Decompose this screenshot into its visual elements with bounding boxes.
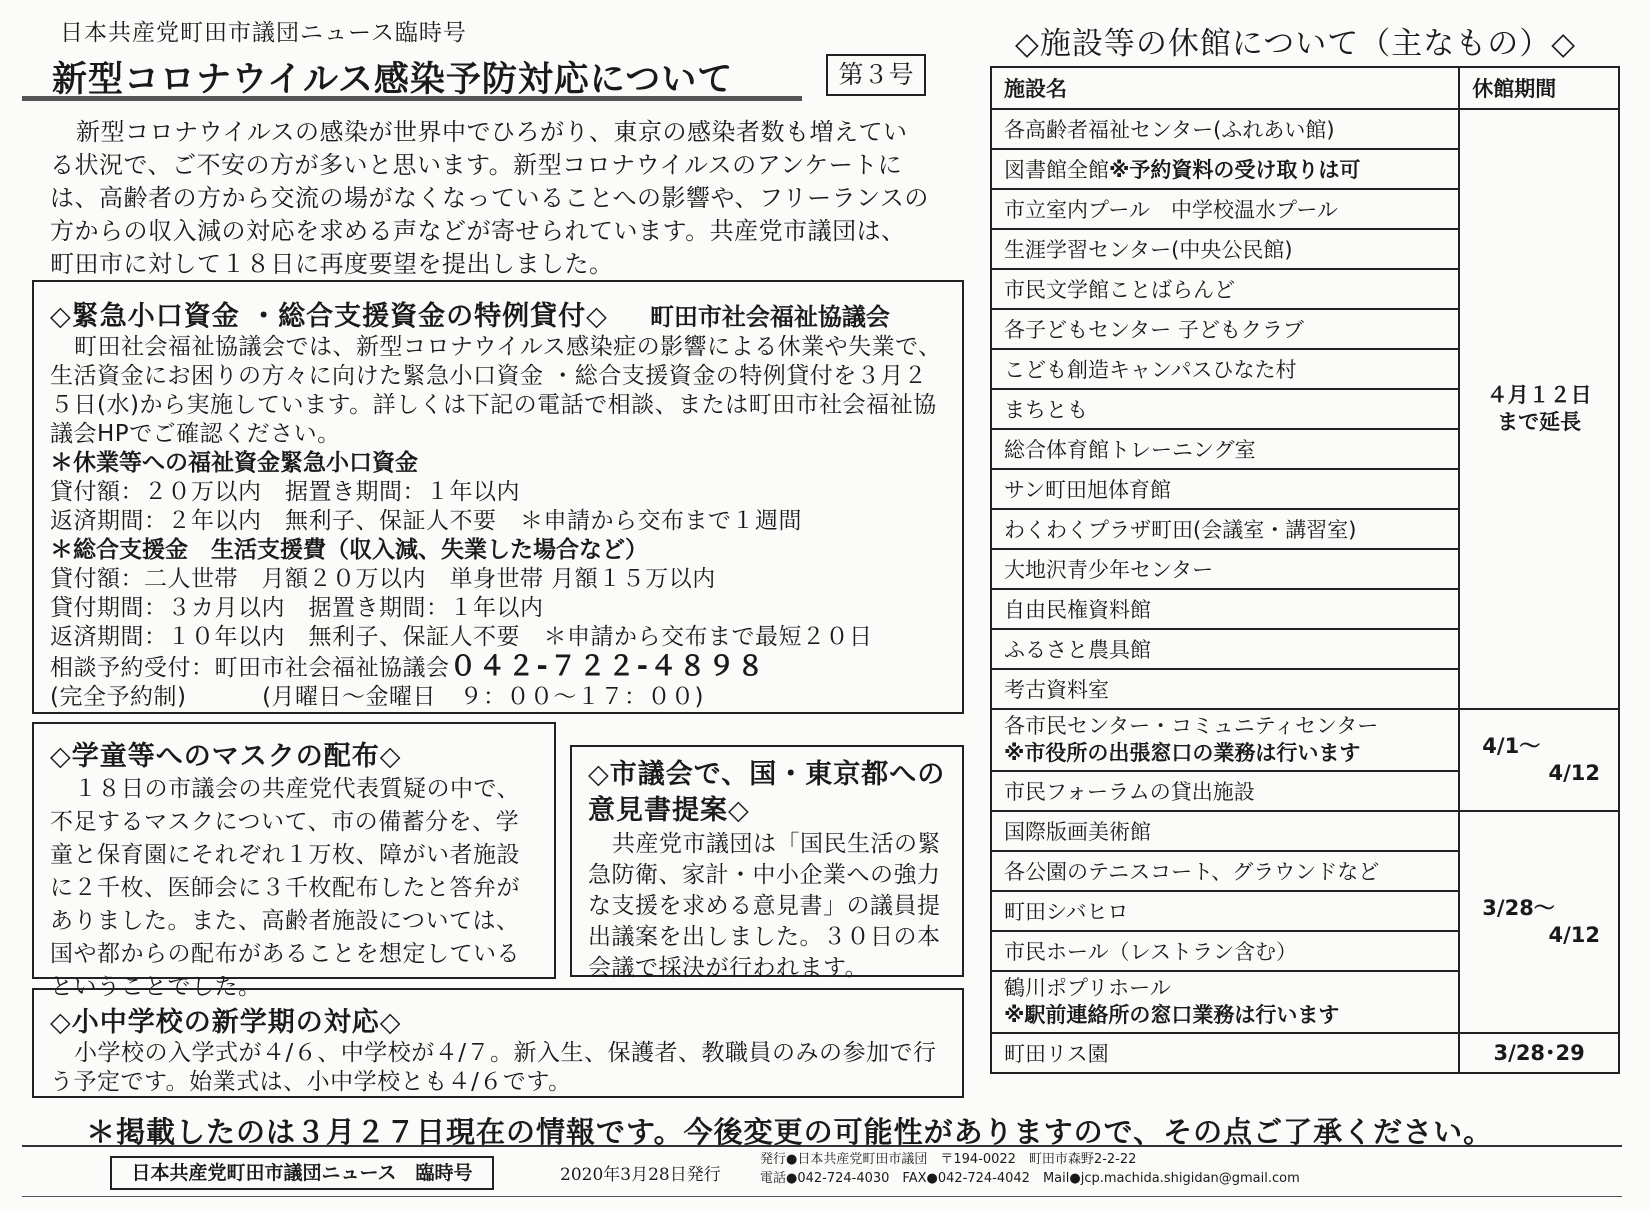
period-group3-a: 3/28～ [1482,896,1555,920]
facility-name: ふるさと農具館 [991,629,1459,669]
facilities-table [990,66,1620,1074]
facility-name: 総合体育館トレーニング室 [991,429,1459,469]
facility-name-text: 図書館全館 [1004,158,1109,182]
mask-title: ◇学童等へのマスクの配布◇ [50,741,402,772]
period-group3-b: 4/12 [1548,923,1600,947]
facility-note: ※市役所の出張窓口の業務は行います [1004,741,1361,765]
loan-contact-label: 相談予約受付：町田市社会福祉協議会 [50,655,450,681]
facility-name: 大地沢青少年センター [991,549,1459,589]
facility-name: 市民ホール（レストラン含む） [991,931,1459,971]
facility-name: 国際版画美術館 [991,811,1459,851]
closure-period-group3 [1459,811,1619,1033]
footer-date: 2020年3月28日発行 [560,1165,721,1185]
intro-text: 新型コロナウイルスの感染が世界中でひろがり、東京の感染者数も増えている状況で、ご不安の方が多いと思います。新型コロナウイルスのアンケートには、高齢者の方から交流の場がなくなっていることへの影響や、フリーランスの方からの収入減の対応を求める声などが寄せられています。共産党市議団は、町田市に対して１８日に再度要望を提出しました。 [50,118,929,278]
page-title: 新型コロナウイルス感染予防対応について [52,60,734,100]
facility-name: 生涯学習センター(中央公民館) [991,229,1459,269]
facility-name: 各公園のテニスコート、グラウンドなど [991,851,1459,891]
loan-sub2-line2: 貸付期間：３カ月以内 据置き期間：１年以内 [50,595,544,621]
footer-bottom-rule [22,1196,1622,1197]
col-closure-period: 休館期間 [1459,67,1619,109]
footer-publisher-line2: 電話●042-724-4030 FAX●042-724-4042 Mail●jcp.machida.shigidan@gmail.com [760,1171,1300,1186]
facility-name-text: 鶴川ポプリホール [1004,976,1171,1000]
facility-name [991,971,1459,1033]
facility-name: こども創造キャンパスひなた村 [991,349,1459,389]
period-group2-b: 4/12 [1548,761,1600,785]
mask-section [32,722,556,1000]
table-row [991,811,1619,851]
loan-contact [50,652,950,683]
loan-section [32,280,964,714]
school-body: 小学校の入学式が４/６、中学校が４/７。新入生、保護者、教職員のみの参加で行う予定です。始業式は、小中学校とも４/６です。 [50,1040,937,1095]
loan-reservation: (完全予約制) [50,684,187,710]
school-title: ◇小中学校の新学期の対応◇ [50,1007,402,1038]
loan-sub1-line2: 返済期間：２年以内 無利子、保証人不要 ＊申請から交布まで１週間 [50,508,802,534]
closure-period-group1 [1459,109,1619,709]
facility-name: 各子どもセンター 子どもクラブ [991,309,1459,349]
facility-name: 自由民権資料館 [991,589,1459,629]
school-section [32,988,964,1098]
loan-sub2-line1: 貸付額：二人世帯 月額２０万以内 単身世帯 月額１５万以内 [50,566,716,592]
loan-sub1-heading: ＊休業等への福祉資金緊急小口資金 [50,450,418,476]
footer-divider [22,1145,1622,1147]
loan-sub1-line1: 貸付額：２０万以内 据置き期間：１年以内 [50,479,520,505]
loan-sub2-line3: 返済期間：１０年以内 無利子、保証人不要 ＊申請から交布まで最短２０日 [50,624,873,650]
table-row [991,709,1619,771]
mask-body: １８日の市議会の共産党代表質疑の中で、不足するマスクについて、市の備蓄分を、学童と保育園にそれぞれ１万枚、障がい者施設に２千枚、医師会に３千枚配布したと答弁がありました。また、高齢者施設については、国や都からの配布があることを想定しているということでした。 [50,776,521,1000]
facility-name: 町田シバヒロ [991,891,1459,931]
facility-name: 町田リス園 [991,1033,1459,1073]
table-header-row [991,67,1619,109]
table-row [991,109,1619,149]
loan-org: 町田市社会福祉協議会 [649,303,890,331]
loan-hours: (月曜日～金曜日 ９：００～１７：００) [262,684,705,710]
issue-number: 第３号 [826,54,926,96]
facility-name: サン町田旭体育館 [991,469,1459,509]
info-notice: ＊掲載したのは３月２７日現在の情報です。今後変更の可能性がありますので、その点ご了承ください。 [86,1115,1494,1149]
loan-body: 町田社会福祉協議会では、新型コロナウイルス感染症の影響による休業や失業で、生活資金にお困りの方々に向けた緊急小口資金 ・総合支援資金の特例貸付を３月２５日(水)から実施しています。詳しくは下記の電話で相談、または町田市社会福祉協議会HPでご確認ください。 [50,334,942,447]
loan-phone: ０４２-７２２-４８９８ [449,651,766,682]
footer-publisher-line1: 発行●日本共産党町田市議団 〒194-0022 町田市森野2-2-22 [760,1152,1137,1167]
loan-hours-row [50,683,950,712]
closure-period-group2 [1459,709,1619,811]
loan-sub2-heading: ＊総合支援金 生活支援費（収入減、失業した場合など） [50,537,648,563]
table-row [991,1033,1619,1073]
period-group1-b: まで延長 [1497,410,1582,434]
facility-name: わくわくプラザ町田(会議室・講習室) [991,509,1459,549]
facility-name: 市民フォーラムの貸出施設 [991,771,1459,811]
facility-name [991,149,1459,189]
loan-title: ◇緊急小口資金 ・総合支援資金の特例貸付◇ [50,301,608,332]
facility-name: 市立室内プール 中学校温水プール [991,189,1459,229]
closure-period-last: 3/28･29 [1459,1033,1619,1073]
facility-note: ※予約資料の受け取りは可 [1109,158,1361,182]
footer-publisher [760,1150,1300,1188]
facility-note: ※駅前連絡所の窓口業務は行います [1004,1003,1340,1027]
facilities-title: ◇施設等の休館について（主なもの）◇ [1015,26,1577,62]
facility-name: 市民文学館ことばらんど [991,269,1459,309]
footer-series: 日本共産党町田市議団ニュース 臨時号 [110,1156,494,1190]
facility-name: 考古資料室 [991,669,1459,709]
opinion-section [570,745,964,981]
opinion-title: ◇市議会で、国・東京都への意見書提案◇ [588,759,946,826]
facility-name-text: 各市民センター・コミュニティセンター [1004,714,1379,738]
series-name: 日本共産党町田市議団ニュース臨時号 [60,20,467,46]
period-group1-a: ４月１２日 [1486,383,1592,407]
col-facility-name: 施設名 [991,67,1459,109]
facility-name: 各高齢者福祉センター(ふれあい館) [991,109,1459,149]
period-group2-a: 4/1～ [1482,734,1541,758]
facility-name [991,709,1459,771]
facility-name: まちとも [991,389,1459,429]
opinion-body: 共産党市議団は「国民生活の緊急防衛、家計・中小企業への強力な支援を求める意見書」の議員提出議案を出しました。３０日の本会議で採決が行われます。 [588,831,941,981]
